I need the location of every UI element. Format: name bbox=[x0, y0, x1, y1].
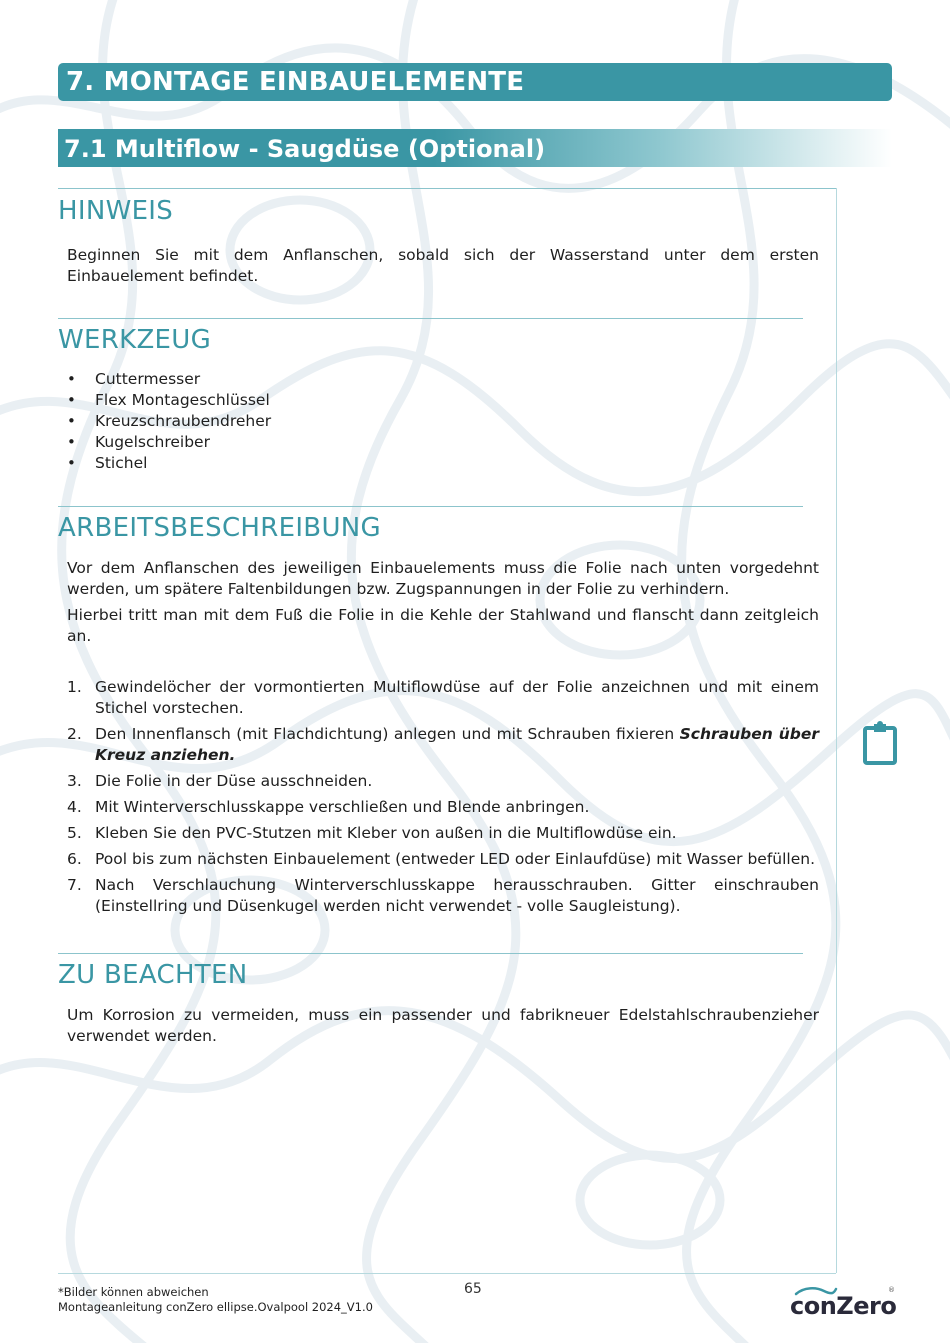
step-item bbox=[67, 849, 819, 870]
step-text: Gewindelöcher der vormontierten Multiflowdüse auf der Folie anzeichnen und mit einem Stichel vorstechen. bbox=[95, 678, 819, 717]
work-description-paragraph: Hierbei tritt man mit dem Fuß die Folie in die Kehle der Stahlwand und flanscht dann zeitgleich an. bbox=[67, 606, 819, 645]
step-number: 5. bbox=[67, 824, 82, 842]
divider bbox=[58, 318, 803, 319]
footer-note: *Bilder können abweichen bbox=[58, 1285, 209, 1299]
step-text: Pool bis zum nächsten Einbauelement (entweder LED oder Einlaufdüse) mit Wasser befüllen. bbox=[95, 850, 816, 868]
page-number: 65 bbox=[464, 1281, 482, 1297]
heading-zu-beachten: ZU BEACHTEN bbox=[58, 960, 248, 990]
chapter-title: 7. MONTAGE EINBAUELEMENTE bbox=[58, 63, 892, 101]
footer-info bbox=[58, 1285, 373, 1315]
step-item bbox=[67, 771, 819, 792]
step-number: 2. bbox=[67, 725, 82, 743]
right-margin-rule bbox=[836, 188, 837, 1273]
heading-werkzeug: WERKZEUG bbox=[58, 325, 212, 355]
step-number: 3. bbox=[67, 772, 82, 790]
step-emphasis: Schrauben über Kreuz anziehen. bbox=[95, 725, 820, 764]
heading-hinweis: HINWEIS bbox=[58, 196, 174, 226]
list-item: • Kugelschreiber bbox=[67, 432, 271, 453]
step-item bbox=[67, 677, 819, 719]
step-item bbox=[67, 875, 819, 917]
logo-registered-mark: ® bbox=[888, 1286, 895, 1294]
list-item: • Stichel bbox=[67, 453, 271, 474]
step-number: 7. bbox=[67, 876, 82, 894]
step-list bbox=[67, 677, 819, 922]
divider bbox=[58, 188, 836, 189]
divider bbox=[58, 506, 803, 507]
step-number: 4. bbox=[67, 798, 82, 816]
step-text: Die Folie in der Düse ausschneiden. bbox=[95, 772, 373, 790]
footer-document: Montageanleitung conZero ellipse.Ovalpool 2024_V1.0 bbox=[58, 1300, 373, 1314]
footer-rule bbox=[58, 1273, 836, 1274]
step-text: Mit Winterverschlusskappe verschließen und Blende anbringen. bbox=[95, 798, 590, 816]
step-text: Kleben Sie den PVC-Stutzen mit Kleber von außen in die Multiflowdüse ein. bbox=[95, 824, 677, 842]
list-item: • Cuttermesser bbox=[67, 369, 271, 390]
step-item bbox=[67, 724, 819, 766]
step-number: 1. bbox=[67, 678, 82, 696]
clipboard-icon bbox=[862, 720, 898, 766]
step-item bbox=[67, 823, 819, 844]
hinweis-text: Beginnen Sie mit dem Anflanschen, sobald sich der Wasserstand unter dem ersten Einbauelement befindet. bbox=[67, 246, 819, 285]
list-item: • Kreuzschraubendreher bbox=[67, 411, 271, 432]
list-item: • Flex Montageschlüssel bbox=[67, 390, 271, 411]
step-item bbox=[67, 797, 819, 818]
conzero-logo bbox=[790, 1286, 897, 1320]
logo-text: conZero bbox=[790, 1292, 897, 1320]
tool-list bbox=[67, 369, 271, 474]
zu-beachten-text: Um Korrosion zu vermeiden, muss ein passender und fabrikneuer Edelstahlschraubenzieher verwendet werden. bbox=[67, 1006, 819, 1045]
work-description-paragraph: Vor dem Anflanschen des jeweiligen Einbauelements muss die Folie nach unten vorgedehnt werden, um spätere Faltenbildungen bzw. Zugspannungen in der Folie zu verhindern. bbox=[67, 559, 819, 598]
heading-arbeitsbeschreibung: ARBEITSBESCHREIBUNG bbox=[58, 513, 381, 543]
step-number: 6. bbox=[67, 850, 82, 868]
step-text: Nach Verschlauchung Winterverschlusskappe herausschrauben. Gitter einschrauben (Einstellring und Düsenkugel werden nicht verwendet - volle Saugleistung). bbox=[95, 876, 819, 915]
section-title: 7.1 Multiflow - Saugdüse (Optional) bbox=[58, 129, 892, 167]
step-text: Den Innenflansch (mit Flachdichtung) anlegen und mit Schrauben fixieren bbox=[95, 725, 675, 743]
divider bbox=[58, 953, 803, 954]
